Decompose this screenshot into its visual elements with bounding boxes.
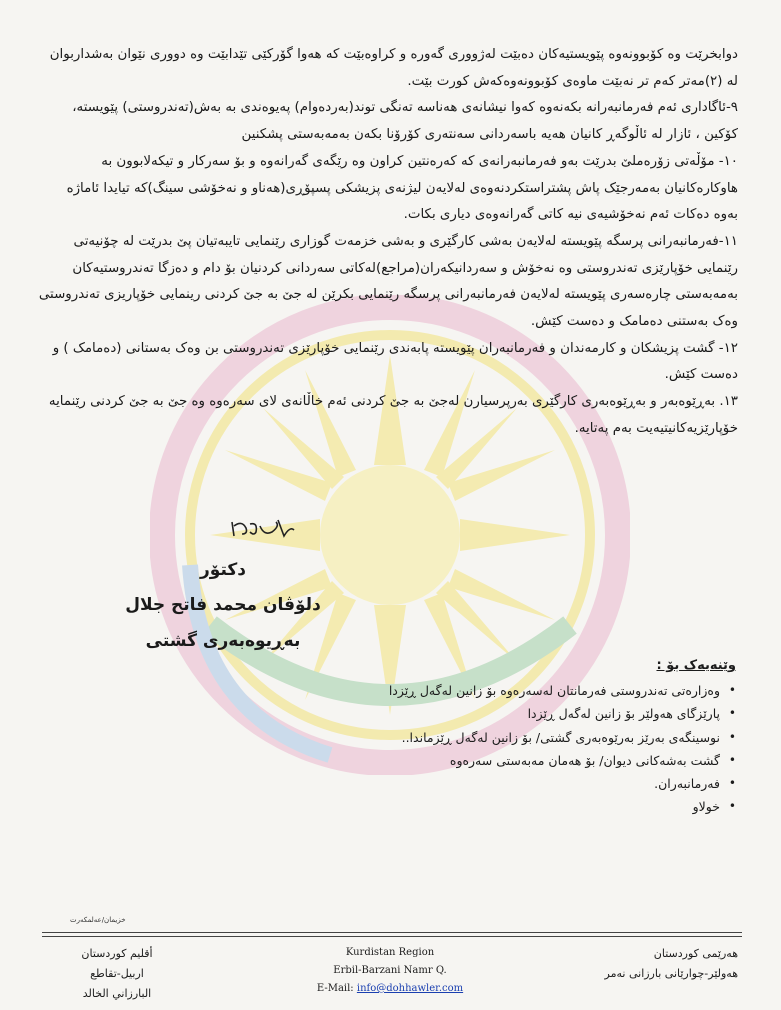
handwritten-signature [228,512,298,542]
footer-city: Erbil-Barzani Namr Q. [333,965,447,976]
email-link[interactable]: info@dohhawler.com [356,983,464,994]
signatory-position: بەڕیوەبەری گشتی [145,631,301,651]
paragraph-item-10: ١٠- مۆڵەتی زۆرەملێ بدرێت بەو فەرمانبەرانەی کە کەرەنتین کراون وە رێگەی گەرانەوە و بۆ سەرکار و تیکەلابوون بە هاوکارەکانیان بەمەرجێک پاش پشتراستکردنەوەی لەلایەن لیژنەی پزیشکی پسپۆڕی(هەناو و نەخۆشی سینگ)کە تیایدا ئاماژە بەوە دەکات ئەم نەخۆشیەی نیە کاتی گەرانەوەی دیاری بکات. [66,153,738,223]
footer-divider-top [42,932,742,933]
bullet-icon: • [728,706,736,721]
signatory-name: دلۆڤان محمد فاتح جلال [125,595,321,615]
cc-item [200,749,736,772]
footer-email-line [270,980,510,998]
cc-item [200,795,736,818]
cc-item-text: وەزارەتی تەندروستی فەرمانتان لەسەرەوە بۆ زانین لەگەل ڕێزدا [388,683,720,698]
footer-left-line: اربيل-تقاطع [90,967,144,980]
paragraph-item-9: ٩-ئاگاداری ئەم فەرمانبەرانە بکەنەوە کەوا نیشانەی هەناسە تەنگی توند(بەردەوام) پەیوەندی بە بەش(تەندروستی) پێویستە، کۆکین ، ئازار لە ئاڵوگەڕ کانیان هەیە باسەردانی سەنتەری کۆرۆنا بکەن بەمەبەستی پشکنین [72,100,738,143]
cc-item-text: پارێزگای هەولێر بۆ زانین لەگەل ڕێزدا [527,706,720,722]
typist-initials: خزیمان/عەلمکەرت [70,916,126,924]
footer-left-line: البارزاني الخالد [82,987,152,1000]
footer-english-address [270,944,510,998]
bullet-icon: • [728,752,736,767]
footer-arabic-address [52,944,182,1004]
footer-right-line: هەولێر-چوارێانی بارزانی نەمر [604,967,738,980]
cc-item [200,702,736,725]
footer-divider-bottom [42,936,742,937]
bullet-icon: • [728,799,736,814]
cc-item-text: گشت بەشەکانی دیوان/ بۆ هەمان مەبەستی سەرەوە [449,752,720,768]
cc-item [200,772,736,795]
paragraph-item-12: ١٢- گشت پزیشکان و کارمەندان و فەرمانبەران پێویستە پابەندی رێنمایی خۆپارێزی تەندروستی بن وەک بەستانی (دەمامک ) و دەست کێش. [52,340,738,383]
footer-left-line: أقليم كوردستان [81,947,153,960]
letter-body [38,42,738,443]
cc-item [200,726,736,749]
paragraph-item-11: ١١-فەرمانبەرانی پرسگە پێویستە لەلایەن بەشی کارگێری و بەشی خزمەت گوزاری رێنمایی تایبەتیان پێ بدرێت لە چۆنیەتی رێنمایی خۆپارێزی تەندروستی وە نەخۆش و سەردانیکەران(مراجع)لەکاتی سەردانی کردنیان بۆ دام و دەزگا تەندروستیەکان بەمەبەستی چارەسەری پێویستە لەلایەن فەرمانبەرانی پرسگە رێنمایی بکرێن لە جێ بە جێ کردنی رینمایی خۆپاریزی تەندروستی وەک بەستنی دەمامک و دەست کێش. [38,233,738,330]
cc-item [200,679,736,702]
paragraph-continuation: دوابخرێت وە کۆبوونەوە پێویستیەکان دەبێت لەژووری گەورە و کراوەبێت کە هەوا گۆرکێی تێدابێت وە دووری نێوان بەشداربوان لە (٢)مەتر کەم تر نەبێت ماوەی کۆبوونەوەکەش کورت بێت. [49,47,738,89]
paragraph-item-13: ١٣. بەڕێوەبەر و بەڕێوەبەری کارگێری بەرپرسیارن لەجێ بە جێ کردنی ئەم خاڵانەی لای سەرەوە وە جێ بە جێ کردنی رێنمایە خۆپارێزیەکانیتیەیت بەم پەتایە. [48,394,738,436]
email-label: E-Mail: [316,983,354,994]
cc-item-text: فەرمانبەران. [654,776,720,792]
bullet-icon: • [728,729,736,744]
footer-region: Kurdistan Region [345,947,435,958]
signatory-title: دکتۆر [200,560,246,580]
cc-item-text: خولاو [692,799,720,815]
bullet-icon: • [728,683,736,697]
footer-kurdish-address [600,944,738,984]
cc-section [200,658,736,819]
cc-item-text: نوسینگەی بەرێز بەرێوەبەری گشتی/ بۆ زانین لەگەل ڕێزماندا.. [401,729,720,745]
bullet-icon: • [728,776,736,791]
footer-right-line: هەرێمی کوردستان [653,947,738,960]
cc-list [200,679,736,819]
cc-heading: وێنەیەک بۆ : [656,658,736,673]
